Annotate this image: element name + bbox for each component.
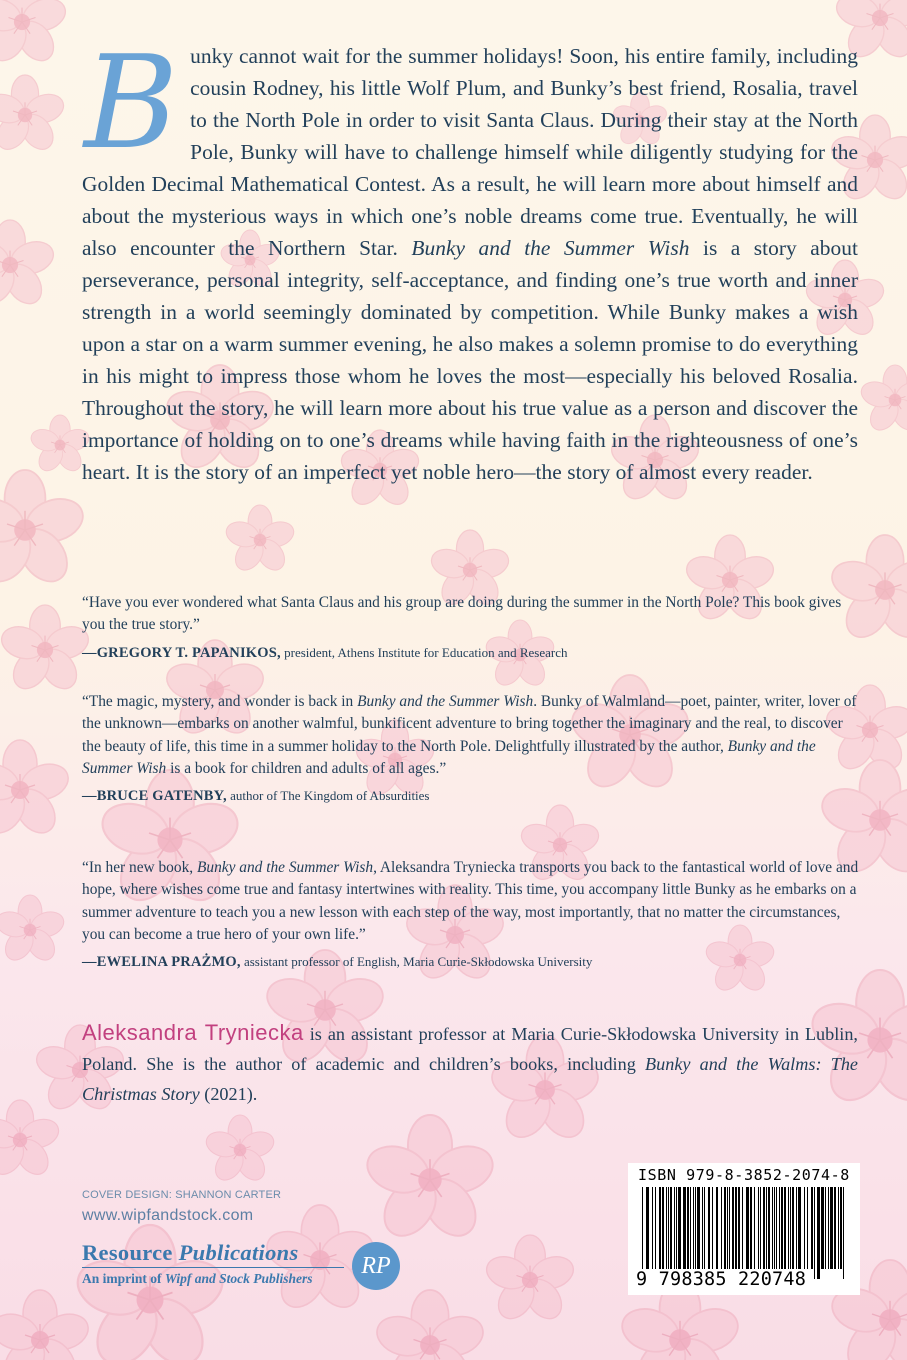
- book-blurb: [82, 29, 858, 488]
- barcode-bar: [729, 1187, 730, 1269]
- barcode-bar: [724, 1187, 726, 1269]
- blossom: [372, 1290, 488, 1360]
- endorsement-papanikos: [82, 592, 862, 664]
- barcode-bar: [662, 1187, 664, 1269]
- barcode-bar: [784, 1187, 786, 1269]
- barcode-bar: [690, 1187, 691, 1269]
- quote-text: “Have you ever wondered what Santa Claus and his group are doing during the summer in the North Pole? This book gives you the true story.”: [82, 594, 842, 634]
- barcode-bar: [712, 1187, 713, 1269]
- barcode-bar: [674, 1187, 675, 1269]
- cover-design-credit: COVER DESIGN: SHANNON CARTER: [82, 1189, 282, 1201]
- isbn-barcode: [628, 1163, 860, 1295]
- quote-author-role: president, Athens Institute for Education and Research: [280, 644, 568, 660]
- barcode-bar: [642, 1187, 643, 1279]
- publisher-logo: [82, 1240, 422, 1300]
- blurb-text: is a story about perseverance, personal integrity, self-acceptance, and finding one’s true worth and inner strength in a world seemingly dominated by competition. While Bunky makes a wish upon a star on a warm summer evening, he also makes a solemn promise to do everything in his might to impress those whom he loves the most—especially his beloved Rosalia. Throughout the story, he will learn more about his true value as a person and discover the importance of holding on to one’s dreams while having faith in the righteousness of one’s heart. It is the story of an imperfect yet noble hero—the story of almost every reader.: [82, 236, 858, 484]
- blossom: [0, 220, 58, 310]
- barcode-bar: [790, 1187, 791, 1269]
- publisher-name: [82, 1240, 299, 1266]
- barcode-bar: [716, 1187, 718, 1269]
- quote-text: [82, 857, 862, 946]
- blossom: [203, 1115, 277, 1185]
- barcode-bar: [742, 1187, 743, 1269]
- barcode-bar: [655, 1187, 656, 1269]
- barcode-bar: [807, 1187, 808, 1269]
- blossom: [0, 470, 88, 591]
- barcode-bar: [814, 1187, 815, 1279]
- blossom: [0, 740, 73, 840]
- barcode-bar: [670, 1187, 672, 1269]
- blossom: [0, 605, 93, 695]
- barcode-digits: 9 798385 220748: [636, 1269, 807, 1290]
- barcode-bar: [687, 1187, 689, 1269]
- barcode-bar: [834, 1187, 836, 1269]
- publisher-tagline-part: Wipf and Stock Publishers: [164, 1271, 313, 1286]
- barcode-bars: [636, 1187, 852, 1279]
- quote-author-role: author of The Kingdom of Absurdities: [226, 788, 430, 804]
- blossom: [0, 75, 67, 155]
- publisher-tagline: [82, 1271, 313, 1287]
- endorsement-gatenby: [82, 691, 862, 807]
- barcode-bar: [763, 1187, 765, 1269]
- barcode-bar: [798, 1187, 801, 1269]
- barcode-bar: [811, 1187, 813, 1269]
- barcode-bar: [735, 1187, 737, 1269]
- barcode-bar: [676, 1187, 677, 1269]
- quote-text-part: “In her new book,: [82, 859, 197, 876]
- quote-text: [82, 691, 862, 780]
- barcode-bar: [659, 1187, 661, 1269]
- blossom: [361, 1115, 498, 1246]
- book-title: Bunky and the Summer Wish: [82, 737, 816, 777]
- barcode-bar: [693, 1187, 694, 1269]
- book-title: Bunky and the Summer Wish: [196, 859, 374, 876]
- quote-attribution: [82, 785, 862, 807]
- barcode-bar: [727, 1187, 728, 1269]
- blossom: [858, 365, 907, 435]
- barcode-bar: [697, 1187, 700, 1269]
- book-title: Bunky and the Walms: The Christmas Story: [82, 1054, 858, 1104]
- barcode-bar: [788, 1187, 789, 1269]
- bio-text: is an assistant professor at Maria Curie-Skłodowska University in Lublin, Poland. She is the author of academic and children’s books, including: [82, 1024, 858, 1074]
- author-name: Aleksandra Tryniecka: [82, 1020, 304, 1045]
- barcode-bar: [683, 1187, 686, 1269]
- bio-year: (2021).: [199, 1084, 258, 1104]
- barcode-bar: [708, 1187, 710, 1269]
- barcode-bar: [821, 1187, 824, 1269]
- drop-cap: B: [84, 29, 179, 178]
- quote-attribution: [82, 642, 862, 664]
- publisher-name-part: Publications: [178, 1240, 299, 1265]
- publisher-divider: [82, 1267, 344, 1268]
- barcode-bar: [817, 1187, 820, 1279]
- barcode-bar: [830, 1187, 833, 1269]
- barcode-bar: [843, 1187, 844, 1279]
- book-title: Bunky and the Summer Wish: [411, 236, 690, 260]
- barcode-bar: [796, 1187, 797, 1269]
- quote-author-role: assistant professor of English, Maria Curie-Skłodowska University: [240, 954, 593, 970]
- barcode-bar: [666, 1187, 667, 1269]
- barcode-bar: [792, 1187, 794, 1269]
- barcode-bar: [704, 1187, 705, 1269]
- blossom: [0, 1100, 62, 1180]
- quote-author: —GREGORY T. PAPANIKOS,: [82, 644, 281, 661]
- barcode-bar: [828, 1187, 829, 1269]
- blossom: [0, 0, 70, 67]
- barcode-bar: [758, 1187, 759, 1269]
- barcode-bar: [678, 1187, 681, 1269]
- quote-attribution: [82, 951, 862, 973]
- author-bio: [82, 1018, 858, 1109]
- barcode-bar: [668, 1187, 669, 1269]
- barcode-bar: [721, 1187, 722, 1269]
- barcode-bar: [646, 1187, 649, 1279]
- blurb-text: unky cannot wait for the summer holidays! Soon, his entire family, including cousin Rodney, his little Wolf Plum, and Bunky’s best friend, Rosalia, travel to the North Pole in order to visit Santa Claus. During their stay at the North Pole, Bunky will have to challenge himself while diligently studying for the Golden Decimal Mathematical Contest. As a result, he will learn more about himself and about the mysterious ways in which one’s noble dreams come true. Eventually, he will also encounter the Northern Star.: [82, 44, 858, 260]
- quote-author: —EWELINA PRAŻMO,: [82, 954, 241, 971]
- endorsement-prazmo: [82, 857, 862, 973]
- quote-author: —BRUCE GATENBY,: [82, 788, 227, 805]
- blossom: [0, 895, 67, 965]
- quote-text-part: is a book for children and adults of all ages.”: [166, 759, 447, 777]
- barcode-bar: [746, 1187, 749, 1269]
- barcode-bar: [738, 1187, 740, 1269]
- quote-text-part: . Bunky of Walmland—poet, painter, writer, lover of the unknown—embarks on another walmful, bunkificent adventure to bring together the imaginary and the real, to discover the beauty of life, this time in a summer holiday to the North Pole. Delightfully illustrated by the author,: [82, 693, 857, 755]
- publisher-name-part: Resource: [82, 1240, 179, 1265]
- barcode-bar: [774, 1187, 775, 1269]
- blossom: [0, 1290, 93, 1360]
- barcode-bar: [732, 1187, 734, 1269]
- barcode-bar: [825, 1187, 826, 1269]
- blossom: [223, 505, 297, 575]
- barcode-bar: [754, 1187, 755, 1269]
- barcode-bar: [779, 1187, 780, 1269]
- barcode-bar: [781, 1187, 783, 1269]
- barcode-bar: [772, 1187, 773, 1269]
- barcode-bar: [760, 1187, 761, 1269]
- quote-text-part: “The magic, mystery, and wonder is back in: [82, 693, 358, 710]
- isbn-label: ISBN 979-8-3852-2074-8: [638, 1166, 850, 1184]
- barcode-bar: [838, 1187, 839, 1269]
- barcode-bar: [804, 1187, 805, 1269]
- barcode-bar: [695, 1187, 696, 1269]
- barcode-bar: [702, 1187, 703, 1269]
- barcode-bar: [768, 1187, 770, 1269]
- barcode-bar: [750, 1187, 752, 1269]
- barcode-bar: [766, 1187, 767, 1269]
- barcode-bar: [840, 1187, 842, 1269]
- barcode-bar: [652, 1187, 653, 1269]
- blossom: [482, 1235, 577, 1325]
- quote-text-part: , Aleksandra Tryniecka transports you back to the fantastical world of love and hope, where wishes come true and fantasy intertwines with reality. This time, you accompany little Bunky as he embarks on a summer adventure to teach you a new lesson with each step of the way, most importantly, that no matter the circumstances, you can become a true hero of your own life.”: [82, 859, 859, 943]
- website-link[interactable]: www.wipfandstock.com: [82, 1207, 254, 1224]
- publisher-tagline-part: An imprint of: [82, 1271, 165, 1286]
- book-title: Bunky and the Summer Wish: [357, 693, 534, 710]
- rp-logo-icon: RP: [352, 1242, 400, 1290]
- barcode-bar: [776, 1187, 777, 1269]
